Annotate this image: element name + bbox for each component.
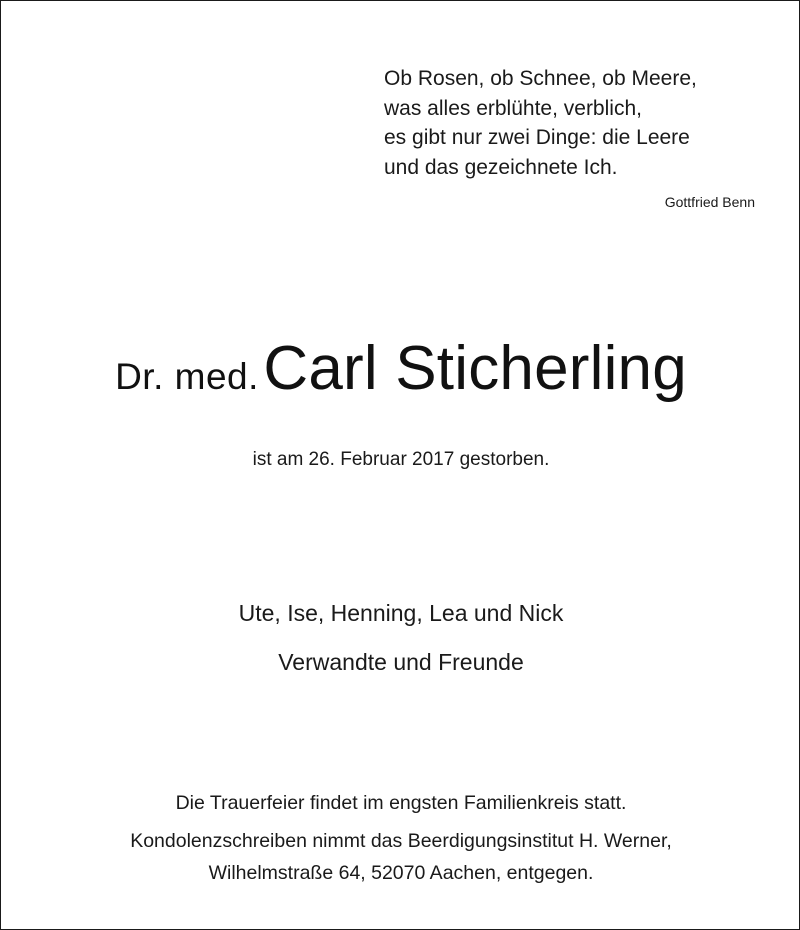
- mourners-block: [1, 589, 800, 687]
- mourners-family: Ute, Ise, Henning, Lea und Nick: [238, 600, 564, 626]
- poem-line: Ob Rosen, ob Schnee, ob Meere,: [384, 67, 697, 90]
- deceased-name: Carl Sticherling: [263, 334, 687, 403]
- poem-author: Gottfried Benn: [664, 194, 755, 210]
- poem-line: was alles erblühte, verblich,: [384, 96, 642, 120]
- deceased-title: Dr. med.: [115, 356, 259, 397]
- poem-line: es gibt nur zwei Dinge: die Leere: [384, 126, 690, 149]
- condolence-note-line: Kondolenzschreiben nimmt das Beerdigungsinstitut H. Werner,: [130, 830, 672, 852]
- poem-line: und das gezeichnete Ich.: [384, 155, 618, 179]
- death-notice: ist am 26. Februar 2017 gestorben.: [252, 449, 550, 470]
- condolence-note-line: Wilhelmstraße 64, 52070 Aachen, entgegen.: [208, 862, 594, 884]
- mourners-others: Verwandte und Freunde: [278, 649, 524, 675]
- deceased-name-heading: [1, 333, 800, 404]
- poem-quote: [384, 64, 764, 182]
- funeral-notes: [1, 787, 800, 889]
- funeral-note: Die Trauerfeier findet im engsten Familienkreis statt.: [175, 792, 627, 814]
